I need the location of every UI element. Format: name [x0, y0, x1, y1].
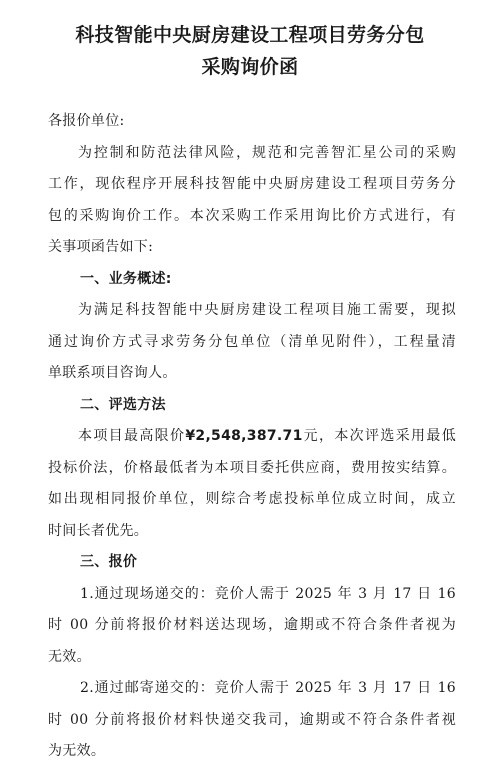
document-title-line-2: 采购询价函 [201, 56, 299, 78]
document-body [48, 106, 456, 768]
overview-line: 为满足科技智能中央厨房建设工程项目施工需要，现拟 [78, 302, 456, 318]
overview-line: 单联系项目咨询人。 [48, 365, 177, 381]
quotation-item-line: 无效。 [48, 648, 91, 665]
section-heading-overview: 一、业务概述: [80, 270, 172, 287]
section-heading-quotation: 三、报价 [80, 554, 138, 570]
intro-line: 包的采购询价工作。本次采购工作采用询比价方式进行，有 [48, 207, 456, 224]
evaluation-line: 如出现相同报价单位，则综合考虑投标单位成立时间，成立 [48, 491, 456, 507]
evaluation-line: 时间长者优先。 [48, 522, 149, 539]
intro-line: 关事项函告如下: [48, 239, 154, 255]
price-cap-amount: ¥2,548,387.71 [185, 428, 303, 444]
quotation-item-line: 1.通过现场递交的：竞价人需于 2025 年 3 月 17 日 16 [80, 585, 456, 602]
evaluation-line: 本项目最高限价¥2,548,387.71元，本次评选采用最低 [78, 428, 456, 444]
quotation-item-line: 2.通过邮寄递交的：竞价人需于 2025 年 3 月 17 日 16 [80, 680, 456, 696]
document-title-line-1: 科技智能中央厨房建设工程项目劳务分包 [75, 24, 425, 46]
overview-line: 通过询价方式寻求劳务分包单位（清单见附件），工程量清 [48, 333, 456, 350]
salutation: 各报价单位: [48, 113, 125, 129]
section-heading-evaluation: 二、评选方法 [80, 396, 166, 413]
quotation-item-line: 为无效。 [48, 743, 106, 759]
intro-line: 为控制和防范法律风险，规范和完善智汇星公司的采购 [78, 144, 456, 161]
intro-line: 工作，现依程序开展科技智能中央厨房建设工程项目劳务分 [48, 176, 456, 192]
quotation-item-line: 时 00 分前将报价材料送达现场，逾期或不符合条件者视为 [48, 617, 456, 633]
evaluation-line: 投标价法，价格最低者为本项目委托供应商，费用按实结算。 [48, 459, 456, 476]
quotation-item-line: 时 00 分前将报价材料快递交我司，逾期或不符合条件者视 [48, 711, 456, 728]
